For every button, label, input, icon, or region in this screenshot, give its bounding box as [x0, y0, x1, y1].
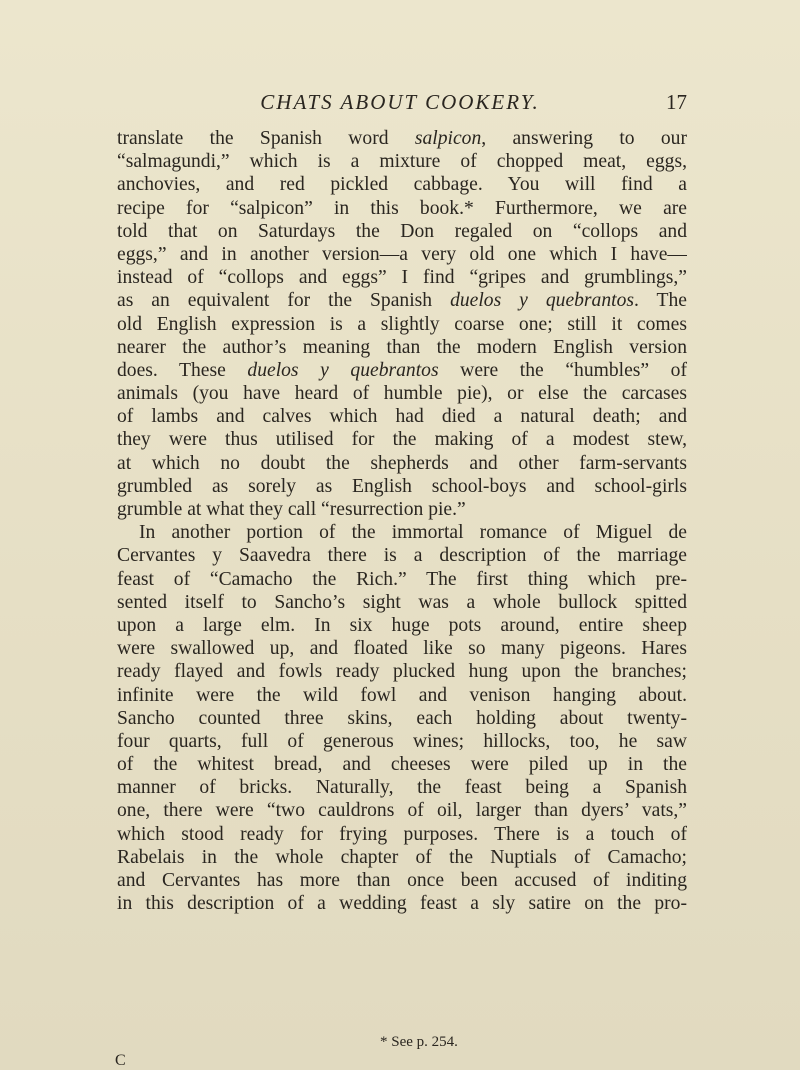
text-line: manner of bricks. Naturally, the feast being a Spanish — [117, 777, 687, 799]
text-line: nearer the author’s meaning than the modern English version — [117, 336, 687, 358]
text-line: and Cervantes has more than once been accused of inditing — [117, 870, 687, 891]
text-line: told that on Saturdays the Don regaled on “collops and — [117, 220, 687, 242]
footnote: * See p. 254. — [380, 1034, 458, 1050]
text-line: old English expression is a slightly coarse one; still it comes — [117, 313, 687, 335]
text-line: instead of “collops and eggs” I find “gripes and grumblings,” — [117, 267, 687, 289]
text-line: in this description of a wedding feast a sly satire on the pro- — [117, 893, 687, 915]
text-line: of the whitest bread, and cheeses were piled up in the — [117, 754, 687, 776]
text-line: of lambs and calves which had died a natural death; and — [117, 406, 687, 428]
signature-mark: C — [115, 1052, 126, 1069]
text-line: animals (you have heard of humble pie), or else the carcases — [117, 383, 687, 405]
text-line: upon a large elm. In six huge pots around, entire sheep — [117, 614, 687, 636]
running-title: CHATS ABOUT COOKERY. — [260, 90, 540, 114]
text-line: does. These duelos y quebrantos were the “humbles” of — [117, 359, 687, 381]
text-line: which stood ready for frying purposes. There is a touch of — [117, 823, 687, 845]
text-line: recipe for “salpicon” in this book.* Furthermore, we are — [117, 197, 687, 219]
text-line: sented itself to Sancho’s sight was a whole bullock spitted — [117, 591, 687, 613]
text-line: as an equivalent for the Spanish duelos y quebrantos. The — [117, 290, 687, 312]
text-line: grumbled as sorely as English school-boys and school-girls — [117, 475, 687, 497]
text-line: they were thus utilised for the making of a modest stew, — [117, 429, 687, 451]
text-line: Sancho counted three skins, each holding about twenty- — [117, 707, 687, 729]
running-head — [0, 88, 800, 118]
text-line: four quarts, full of generous wines; hillocks, too, he saw — [117, 730, 687, 752]
text-line: feast of “Camacho the Rich.” The first thing which pre- — [117, 568, 687, 590]
text-line: In another portion of the immortal romance of Miguel de — [139, 522, 687, 544]
text-line: anchovies, and red pickled cabbage. You will find a — [117, 174, 687, 196]
text-line: grumble at what they call “resurrection pie.” — [117, 499, 466, 520]
text-line: Cervantes y Saavedra there is a description of the marriage — [117, 545, 687, 567]
text-line: ready flayed and fowls ready plucked hung upon the branches; — [117, 661, 687, 683]
body-text — [117, 127, 687, 915]
text-line: eggs,” and in another version—a very old one which I have— — [117, 243, 687, 265]
text-line: Rabelais in the whole chapter of the Nuptials of Camacho; — [117, 846, 687, 868]
text-line: were swallowed up, and floated like so many pigeons. Hares — [117, 638, 687, 660]
page-number: 17 — [666, 90, 687, 114]
text-line: one, there were “two cauldrons of oil, larger than dyers’ vats,” — [117, 800, 687, 822]
text-line: “salmagundi,” which is a mixture of chopped meat, eggs, — [117, 151, 687, 173]
text-line: infinite were the wild fowl and venison hanging about. — [117, 684, 687, 706]
text-line: translate the Spanish word salpicon, answering to our — [117, 128, 687, 149]
text-line: at which no doubt the shepherds and other farm-servants — [117, 452, 687, 474]
